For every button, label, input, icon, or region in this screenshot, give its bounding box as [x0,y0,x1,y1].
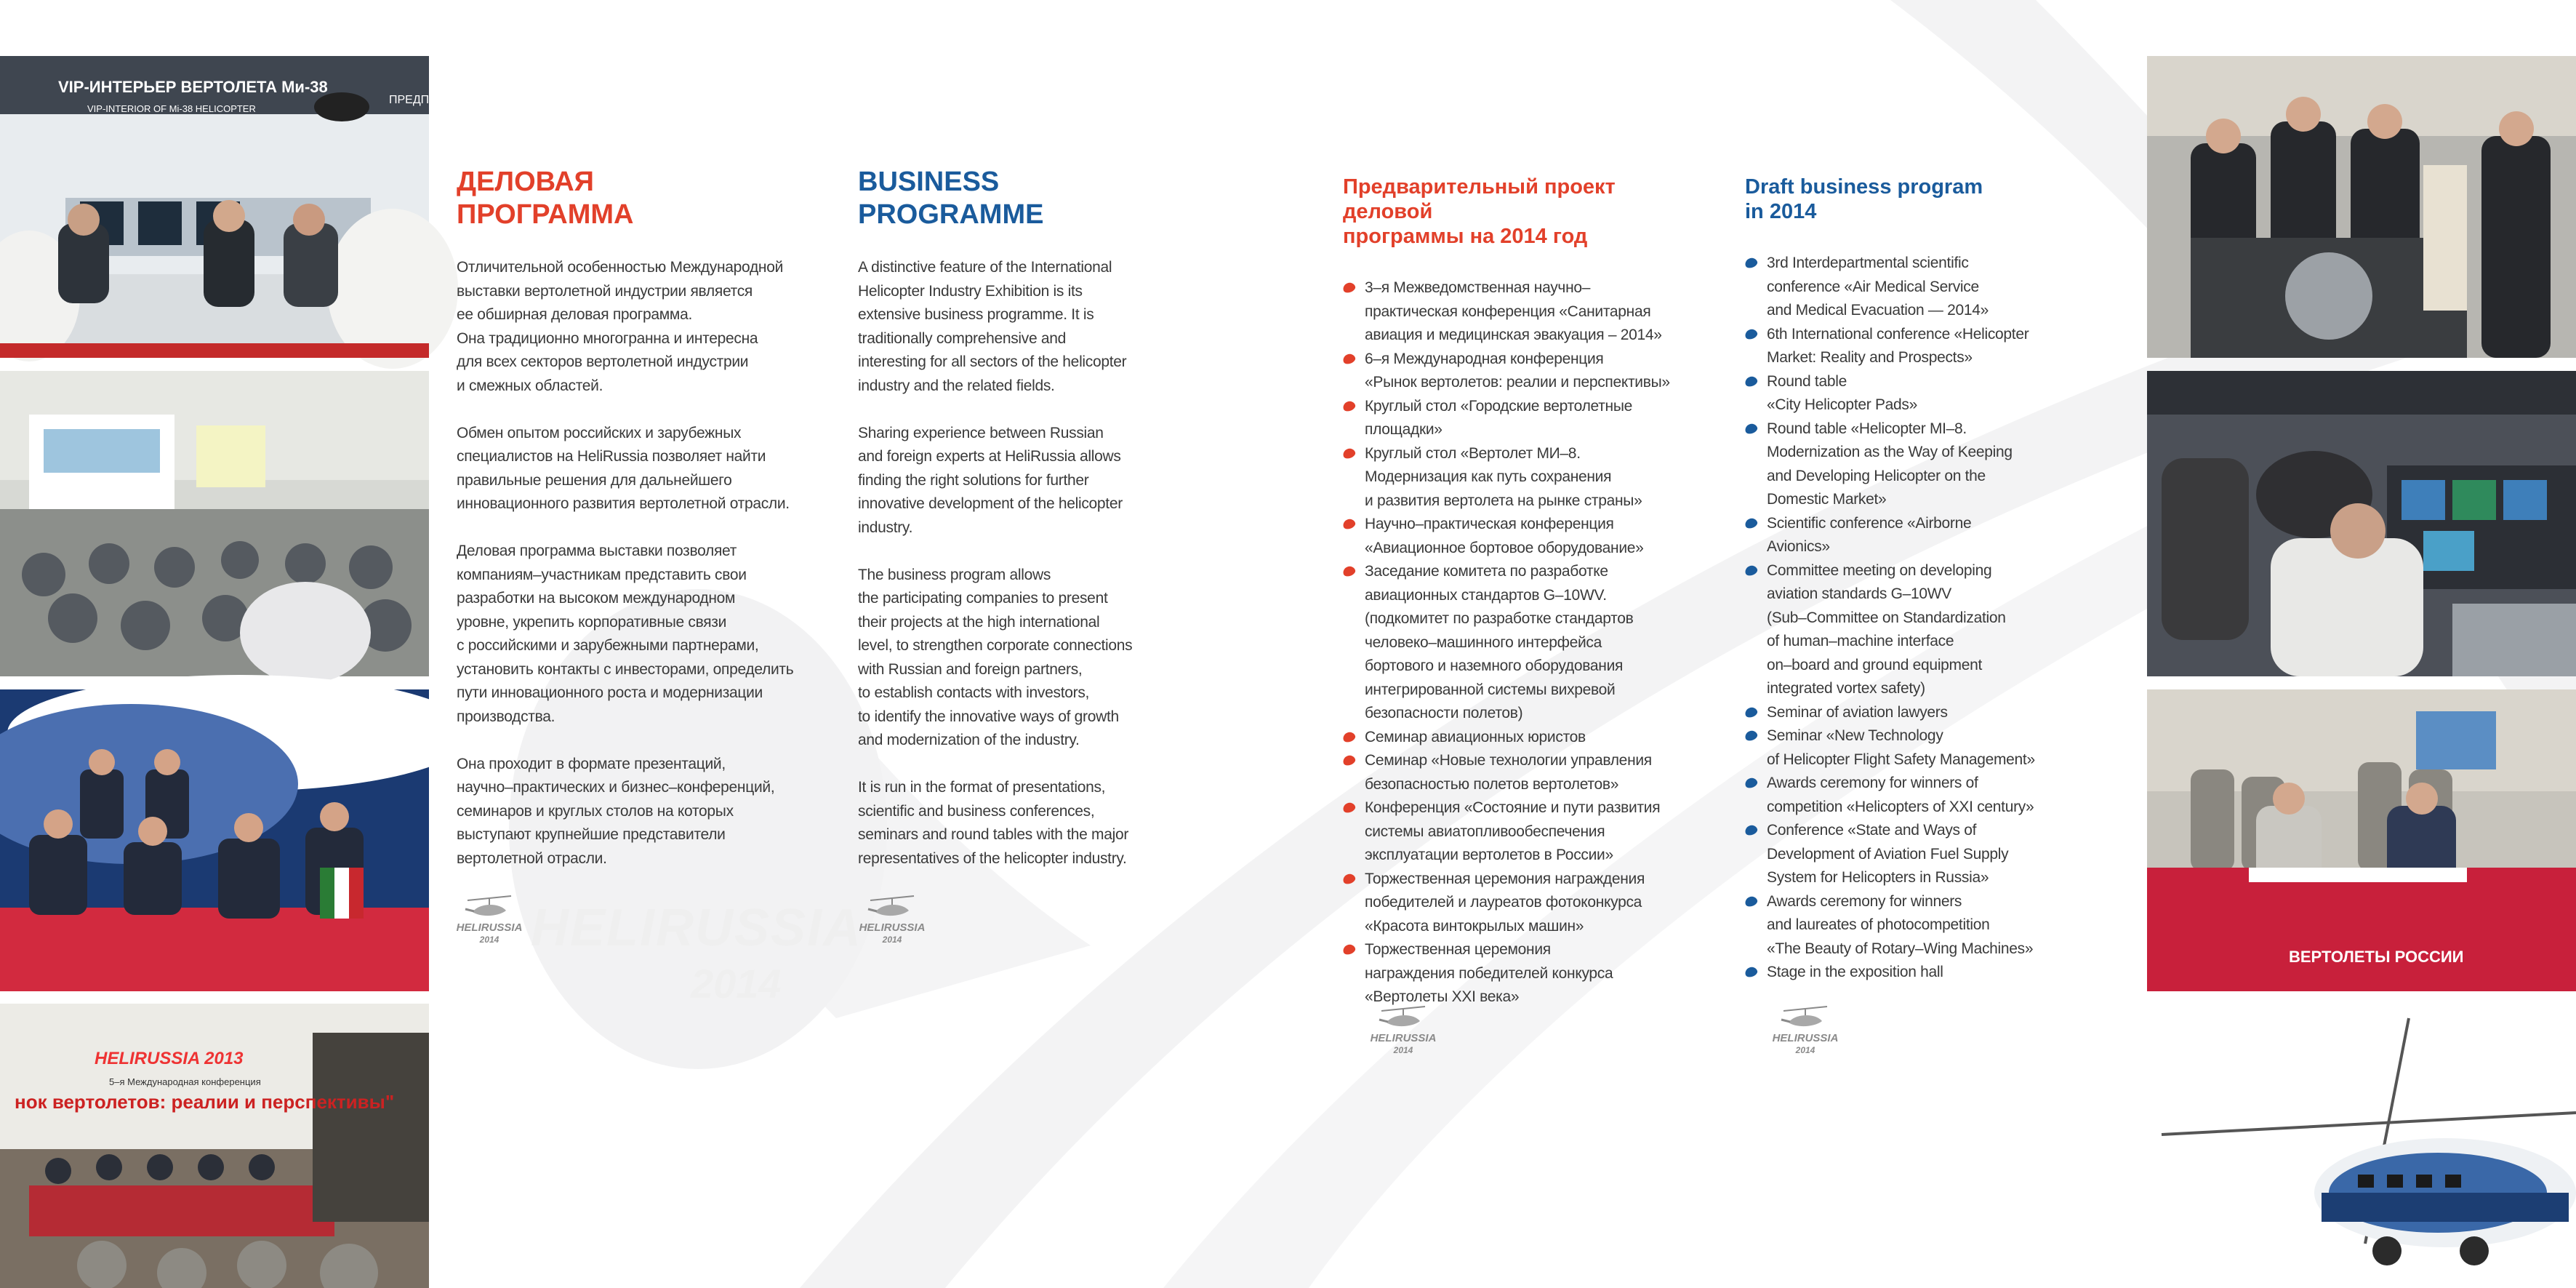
photo-signing-ceremony [0,689,429,991]
bullet-icon [1744,422,1758,435]
paragraph: Она проходит в формате презентаций, научно–практических и бизнес–конференций, семинаров и круглых столов на которых выступают крупнейшие представители вертолетной отрасли. [457,755,775,867]
paragraph: Обмен опытом российских и зарубежных специалистов на HeliRussia позволяет найти правильные решения для дальнейшего инновационного развития вертолетной отрасли. [457,424,790,512]
list-item: Конференция «Состояние и пути развития системы авиатопливообеспечения эксплуатации вертолетов в России» [1343,796,1692,868]
list-item: Committee meeting on developing aviation standards G–10WV (Sub–Committee on Standardization of human–machine interface on–board and ground equipment integrated vortex safety) [1745,559,2094,701]
logo-year: 2014 [479,935,499,945]
helicopter-logo-icon [464,893,515,924]
bullet-icon [1744,564,1758,577]
banner-line2: нок вертолетов: реалии и перспективы" [15,1091,395,1113]
list-item: Conference «State and Ways of Development of Aviation Fuel Supply System for Helicopters in Russia» [1745,819,2094,890]
list-item: 3rd Interdepartmental scientific conference «Air Medical Service and Medical Evacuation — 2014» [1745,252,2094,323]
list-item: Семинар «Новые технологии управления безопасностью полетов вертолетов» [1343,749,1692,796]
photo-contract-signing [2147,689,2576,991]
paragraph: Деловая программа выставки позволяет компаниям–участникам представить свои разработки на высоком международном уровне, укрепить корпоративные связи с российскими и зарубежными партнерами, установить контакты с инвесторами, определить пути инновационного роста и модернизации производства. [457,543,794,725]
list-item: Seminar of aviation lawyers [1745,701,2094,725]
logo-year: 2014 [1795,1045,1815,1055]
bullet-icon [1341,730,1356,743]
list-item: Торжественная церемония награждения победителей конкурса «Вертолеты XXI века» [1343,938,1692,1009]
heading-business-programme-ru: ДЕЛОВАЯ ПРОГРАММА [457,167,634,230]
list-item: Seminar «New Technology of Helicopter Flight Safety Management» [1745,724,2094,772]
logo-year: 2014 [882,935,902,945]
bullet-icon [1341,447,1356,460]
list-item: 3–я Межведомственная научно– практическая конференция «Санитарная авиация и медицинская эвакуация – 2014» [1343,276,1692,348]
vip-caption-more: ПРЕДПР [389,94,437,106]
paragraph: The business program allows the participating companies to present their projects at the high international level, to strengthen corporate connections with Russian and foreign partners, to establish contacts with investors, to identify the innovative ways of growth and modernization of the industry. [858,566,1133,748]
bullet-icon [1744,965,1758,978]
list-item: Scientific conference «Airborne Avionics» [1745,512,2094,559]
list-item: 6th International conference «Helicopter Market: Reality and Prospects» [1745,323,2094,370]
helicopter-logo-icon [867,893,918,924]
logo-text: HELIRUSSIA [1370,1032,1437,1044]
logo-text: HELIRUSSIA [1772,1032,1839,1044]
bullet-icon [1744,516,1758,529]
list-item: 6–я Международная конференция «Рынок вертолетов: реалии и перспективы» [1343,348,1692,395]
list-item: Торжественная церемония награждения победителей и лауреатов фотоконкурса «Красота винтокрылых машин» [1343,868,1692,939]
paragraph: It is run in the format of presentations, scientific and business conferences, seminars and round tables with the major representatives of the helicopter industry. [858,779,1129,867]
banner-line1: 5–я Международная конференция [109,1076,261,1087]
logo-text: HELIRUSSIA [859,921,926,934]
bullet-icon [1341,281,1356,294]
list-item: Awards ceremony for winners and laureates of photocompetition «The Beauty of Rotary–Wing Machines» [1745,890,2094,961]
bullet-icon [1744,705,1758,719]
draft-program-en [1745,175,2094,985]
paragraph: A distinctive feature of the International Helicopter Industry Exhibition is its extensive business programme. It is traditionally comprehensive and interesting for all sectors of the helicopter industry and the related fields. [858,259,1127,394]
bullet-icon [1341,753,1356,767]
photo-conference-stage [0,1004,429,1288]
heading-draft-program-en: Draft business program in 2014 [1745,175,1983,223]
list-item: Round table «City Helicopter Pads» [1745,370,2094,417]
helicopter-logo-icon [1780,1004,1831,1034]
banner-event: HELIRUSSIA 2013 [95,1049,244,1068]
photo-vip-interior [0,56,437,358]
helirussia-watermark: HELIRUSSIA [531,899,863,957]
vip-caption-en: VIP-INTERIOR OF Mi-38 HELICOPTER [87,103,256,114]
signing-brand-caption: ВЕРТОЛЕТЫ РОССИИ [2289,948,2464,966]
list-item: Заседание комитета по разработке авиационных стандартов G–10WV. (подкомитет по разработке стандартов человеко–машинного интерфейса бортового и наземного оборудования интегрированной системы вихревой безопасности полетов) [1343,560,1692,726]
bullet-icon [1341,352,1356,365]
helirussia-logo [852,893,932,951]
helirussia-logo [1363,1004,1443,1062]
bullet-icon [1744,776,1758,789]
helirussia-watermark-year: 2014 [691,961,782,1007]
draft-program-ru-list [1343,276,1692,1009]
logo-year: 2014 [1393,1045,1413,1055]
bullet-icon [1341,801,1356,814]
bullet-icon [1744,256,1758,269]
draft-program-ru [1343,175,1692,1009]
photo-cockpit-simulator [2147,371,2576,676]
helirussia-logo [449,893,529,951]
bullet-icon [1341,872,1356,885]
photo-exhibition-visit [2147,56,2576,358]
business-programme-ru [457,166,798,895]
photo-conference-hall [0,371,429,676]
paragraph: Отличительной особенностью Международной выставки вертолетной индустрии является ее обширная деловая программа. Она традиционно многогранна и интересна для всех секторов вертолетной индустрии и смежных областей. [457,259,784,394]
bullet-icon [1341,564,1356,577]
bullet-icon [1341,399,1356,412]
list-item: Round table «Helicopter MI–8. Modernization as the Way of Keeping and Developing Helicopter on the Domestic Market» [1745,417,2094,512]
heading-draft-program-ru: Предварительный проект деловой программы на 2014 год [1343,175,1616,248]
helicopter-logo-icon [1378,1004,1429,1034]
business-programme-en [858,166,1163,895]
bullet-icon [1744,895,1758,908]
list-item: Научно–практическая конференция «Авиационное бортовое оборудование» [1343,513,1692,560]
helirussia-logo [1765,1004,1845,1062]
heading-business-programme-en: BUSINESS PROGRAMME [858,167,1044,230]
bullet-icon [1341,517,1356,530]
draft-program-en-list [1745,252,2094,985]
bullet-icon [1744,375,1758,388]
bullet-icon [1744,327,1758,340]
list-item: Круглый стол «Городские вертолетные площадки» [1343,395,1692,442]
bullet-icon [1744,823,1758,836]
list-item: Семинар авиационных юристов [1343,726,1692,750]
bullet-icon [1341,943,1356,956]
logo-text: HELIRUSSIA [456,921,523,934]
bullet-icon [1744,729,1758,742]
list-item: Awards ceremony for winners of competition «Helicopters of XXI century» [1745,772,2094,819]
paragraph: Sharing experience between Russian and foreign experts at HeliRussia allows finding the right solutions for further innovative development of the helicopter industry. [858,424,1123,536]
vip-caption-ru: VIP-ИНТЕРЬЕР ВЕРТОЛЕТА Ми-38 [58,78,328,96]
photo-helicopter [2147,1004,2576,1288]
list-item: Stage in the exposition hall [1745,961,2094,985]
list-item: Круглый стол «Вертолет МИ–8. Модернизация как путь сохранения и развития вертолета на рынке страны» [1343,442,1692,513]
